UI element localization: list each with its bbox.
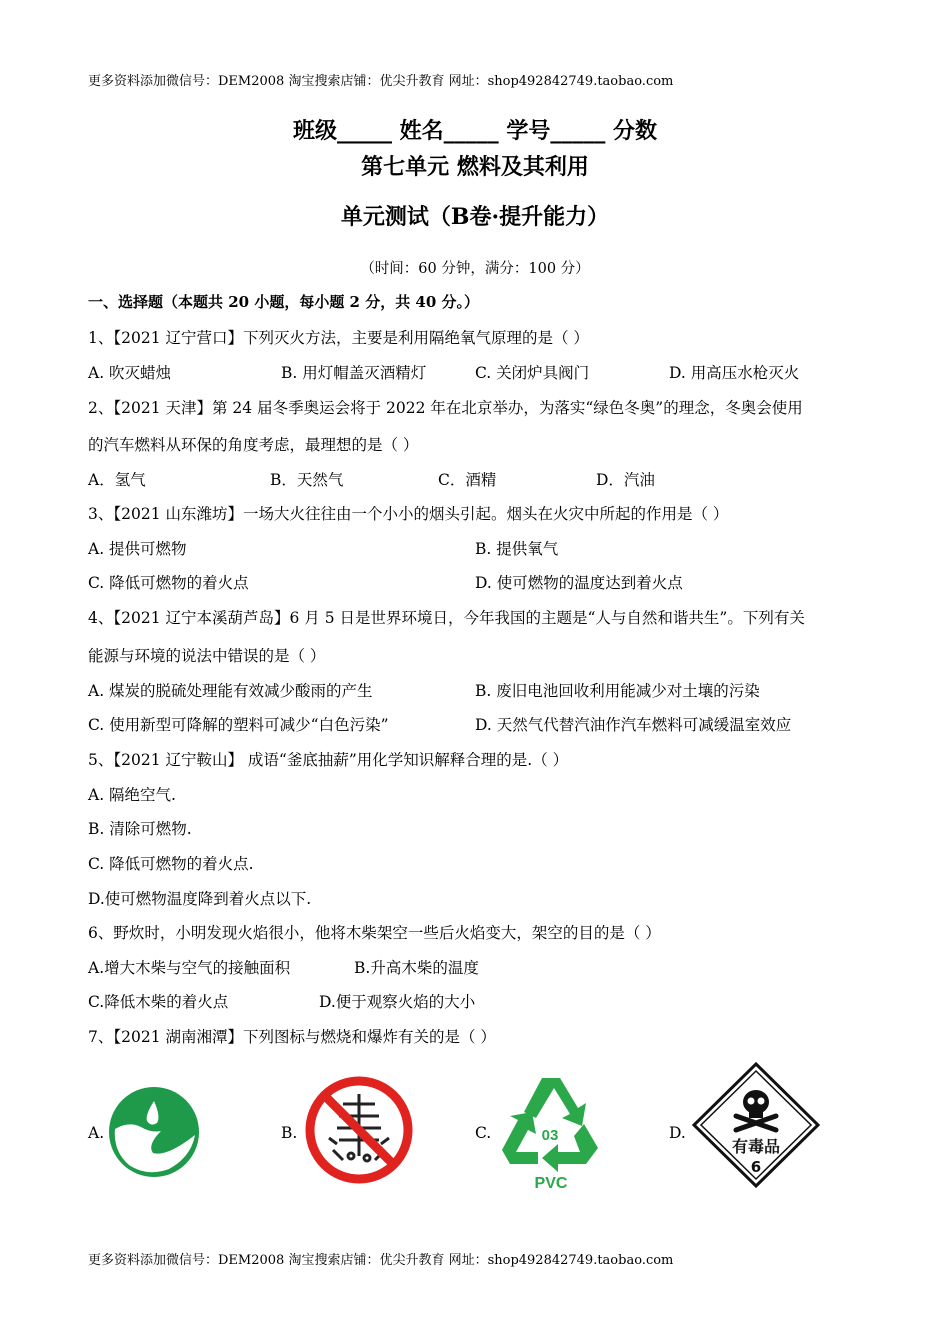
q1-option-d: D. 用高压水枪灭火 xyxy=(669,364,800,382)
q3-option-b: B. 提供氧气 xyxy=(475,540,559,558)
q5-option-c: C. 降低可燃物的着火点. xyxy=(88,855,254,873)
question-4-stem-line1: 4、【2021 辽宁本溪葫芦岛】6 月 5 日是世界环境日，今年我国的主题是“人与自然和谐共生”。下列有关 xyxy=(88,609,805,627)
header-note: 更多资料添加微信号：DEM2008 淘宝搜索店铺：优尖升教育 网址：shop492842749.taobao.com xyxy=(88,74,674,89)
q5-option-d: D.使可燃物温度降到着火点以下. xyxy=(88,890,312,908)
pvc-recycle-icon xyxy=(496,1072,606,1194)
q5-option-a: A. 隔绝空气. xyxy=(88,786,176,804)
question-2-stem-line2: 的汽车燃料从环保的角度考虑，最理想的是（ ） xyxy=(88,436,419,454)
q2-option-a: A．氢气 xyxy=(88,471,146,489)
q3-option-c: C. 降低可燃物的着火点 xyxy=(88,574,249,592)
test-title: 单元测试（B卷·提升能力） xyxy=(340,204,610,230)
q7-option-b-label: B. xyxy=(281,1124,298,1142)
question-7-stem: 7、【2021 湖南湘潭】下列图标与燃烧和爆炸有关的是（ ） xyxy=(88,1028,496,1046)
q1-option-b: B. 用灯帽盖灭酒精灯 xyxy=(281,364,427,382)
q6-option-d: D.便于观察火焰的大小 xyxy=(319,993,476,1011)
toxic-hazard-icon xyxy=(690,1062,822,1188)
q4-option-c: C. 使用新型可降解的塑料可减少“白色污染” xyxy=(88,716,389,734)
q4-option-b: B. 废旧电池回收利用能减少对土壤的污染 xyxy=(475,682,760,700)
pvc-number: 03 xyxy=(541,1127,559,1144)
q2-option-d: D．汽油 xyxy=(596,471,655,489)
q5-option-b: B. 清除可燃物. xyxy=(88,820,192,838)
time-info: （时间：60 分钟，满分：100 分） xyxy=(360,261,590,277)
toxic-class-number: 6 xyxy=(750,1158,762,1176)
q2-option-c: C．酒精 xyxy=(438,471,497,489)
question-5-stem: 5、【2021 辽宁鞍山】 成语“釜底抽薪”用化学知识解释合理的是.（ ） xyxy=(88,751,569,769)
pvc-label: PVC xyxy=(534,1175,568,1192)
q4-option-a: A. 煤炭的脱硫处理能有效减少酸雨的产生 xyxy=(88,682,373,700)
q1-option-a: A. 吹灭蜡烛 xyxy=(88,364,172,382)
question-3-stem: 3、【2021 山东潍坊】一场大火往往由一个小小的烟头引起。烟头在火灾中所起的作用是（ ） xyxy=(88,505,729,523)
q1-option-c: C. 关闭炉具阀门 xyxy=(475,364,590,382)
q6-option-c: C.降低木柴的着火点 xyxy=(88,993,229,1011)
q6-option-b: B.升高木柴的温度 xyxy=(354,959,479,977)
q2-option-b: B．天然气 xyxy=(270,471,344,489)
question-6-stem: 6、野炊时，小明发现火焰很小，他将木柴架空一些后火焰变大，架空的目的是（ ） xyxy=(88,924,661,942)
unit-title: 第七单元 燃料及其利用 xyxy=(361,154,589,180)
footer-note: 更多资料添加微信号：DEM2008 淘宝搜索店铺：优尖升教育 网址：shop492842749.taobao.com xyxy=(88,1253,674,1268)
q7-option-c-label: C. xyxy=(475,1124,492,1142)
q4-option-d: D. 天然气代替汽油作汽车燃料可减缓温室效应 xyxy=(475,716,792,734)
question-2-stem-line1: 2、【2021 天津】第 24 届冬季奥运会将于 2022 年在北京举办，为落实“绿色冬奥”的理念，冬奥会使用 xyxy=(88,399,803,417)
section-heading: 一、选择题（本题共 20 小题，每小题 2 分，共 40 分。） xyxy=(88,293,480,311)
water-saving-icon xyxy=(107,1085,201,1179)
q7-option-d-label: D. xyxy=(669,1124,686,1142)
q3-option-a: A. 提供可燃物 xyxy=(88,540,187,558)
q6-option-a: A.增大木柴与空气的接触面积 xyxy=(88,959,291,977)
question-4-stem-line2: 能源与环境的说法中错误的是（ ） xyxy=(88,647,326,665)
student-info-line: 班级_____ 姓名_____ 学号_____ 分数 xyxy=(293,118,657,144)
no-firecrackers-icon xyxy=(303,1074,415,1186)
question-1-stem: 1、【2021 辽宁营口】下列灭火方法，主要是利用隔绝氧气原理的是（ ） xyxy=(88,329,589,347)
q7-option-a-label: A. xyxy=(88,1124,105,1142)
q3-option-d: D. 使可燃物的温度达到着火点 xyxy=(475,574,683,592)
toxic-label: 有毒品 xyxy=(731,1137,781,1156)
